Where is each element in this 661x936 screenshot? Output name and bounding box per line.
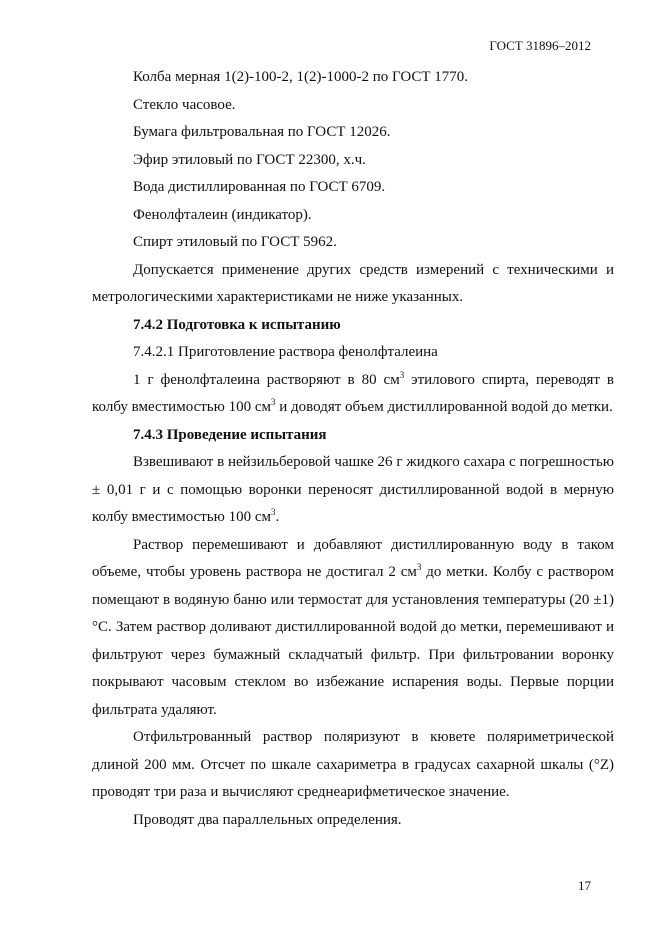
equipment-item: Фенолфталеин (индикатор). (133, 206, 312, 223)
equipment-item: Спирт этиловый по ГОСТ 5962. (133, 234, 337, 250)
page-number: 17 (578, 878, 591, 893)
page-content (92, 64, 614, 834)
text-fragment: до метки. Колбу с раствором помещают в водяную баню или термостат для установления температуры (20 ±1) °С. Затем раствор доливают дистиллированной водой до метки, перемешивают и фильтруют через бумажный складчатый фильтр. При фильтровании воронку покрывают часовым стеклом во избежание испарения воды. Первые порции фильтрата удаляют. (92, 564, 614, 718)
weighing-paragraph (92, 449, 614, 532)
text-fragment: . (275, 509, 280, 525)
text-fragment: Раствор перемешивают и добавляют дистиллированную воду в таком объеме, чтобы уровень раствора не достигал 2 см (92, 536, 614, 580)
section-heading-7-4-3: 7.4.3 Проведение испытания (133, 426, 327, 443)
mixing-paragraph (92, 532, 614, 725)
subsection-heading-7-4-2-1: 7.4.2.1 Приготовление раствора фенолфталеина (133, 344, 438, 360)
equipment-item: Стекло часовое. (133, 96, 236, 113)
superscript: 3 (416, 562, 422, 572)
equipment-item: Бумага фильтровальная по ГОСТ 12026. (133, 124, 391, 140)
equipment-item: Колба мерная 1(2)-100-2, 1(2)-1000-2 по ГОСТ 1770. (133, 69, 469, 85)
phenolphthalein-preparation-paragraph (92, 367, 614, 422)
equipment-item: Эфир этиловый по ГОСТ 22300, х.ч. (133, 151, 366, 168)
text-fragment: и доводят объем дистиллированной водой до метки. (275, 399, 613, 415)
text-fragment: 1 г фенолфталеина растворяют в 80 см (133, 371, 400, 388)
text-fragment: этилового спирта, переводят в колбу вместимостью 100 см (92, 371, 614, 415)
superscript: 3 (399, 369, 405, 380)
section-heading-7-4-2: 7.4.2 Подготовка к испытанию (133, 316, 341, 333)
polarization-paragraph: Отфильтрованный раствор поляризуют в кювете поляриметрической длиной 200 мм. Отсчет по шкале сахариметра в градусах сахарной шкалы (°Z) проводят три раза и вычисляют среднеарифметическое значение. (92, 729, 614, 800)
text-fragment: Взвешивают в нейзильберовой чашке 26 г жидкого сахара с погрешностью ± 0,01 г и с помощью воронки переносят дистиллированной водой в мерную колбу вместимостью 100 см (92, 454, 614, 525)
equipment-item: Вода дистиллированная по ГОСТ 6709. (133, 179, 386, 195)
superscript: 3 (271, 397, 276, 407)
superscript: 3 (271, 507, 276, 517)
document-header: ГОСТ 31896–2012 (489, 38, 591, 53)
allowance-paragraph: Допускается применение других средств измерений с техническими и метрологическими характеристиками не ниже указанных. (92, 261, 614, 305)
parallel-determinations-paragraph: Проводят два параллельных определения. (133, 811, 402, 828)
